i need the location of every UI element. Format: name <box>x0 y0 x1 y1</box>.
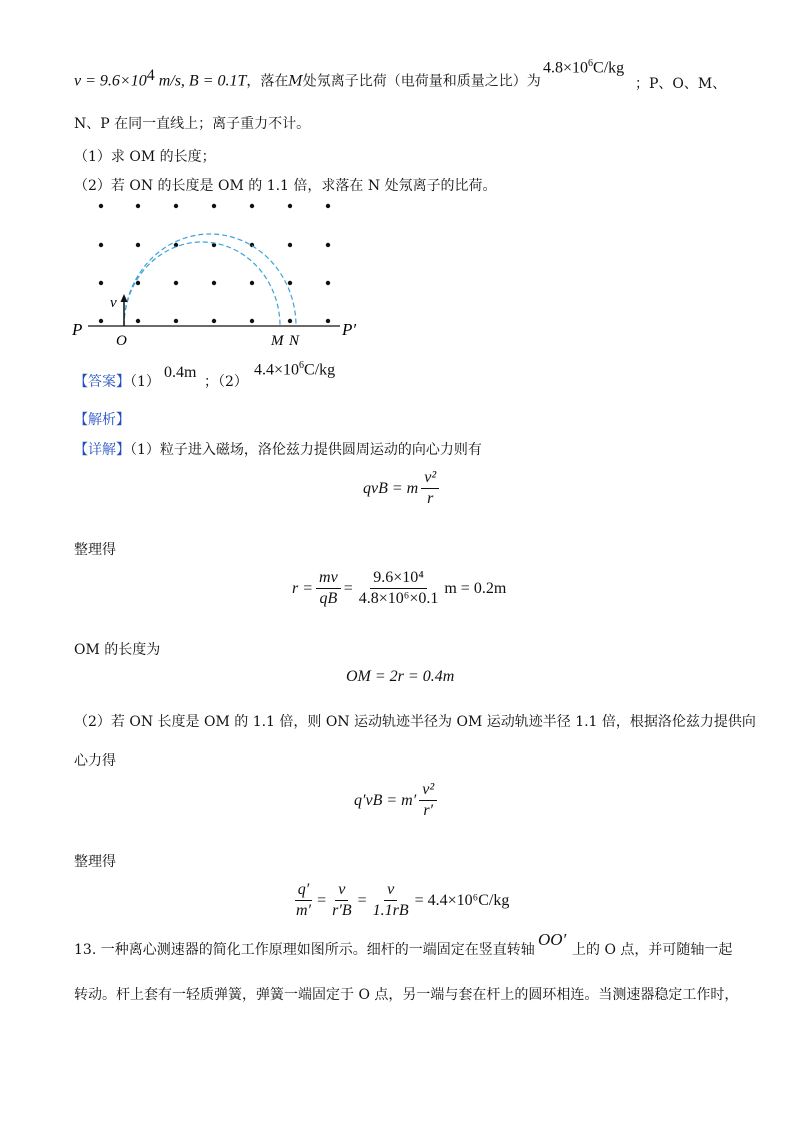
q13-line-2: 转动。杆上套有一轻质弹簧，弹簧一端固定于 O 点，另一端与套在杆上的圆环相连。当测速器稳定工作时， <box>74 987 739 1003</box>
arrange-2: 整理得 <box>74 854 116 870</box>
eq5-equals-2: = <box>357 891 367 909</box>
ratio-unit: C/kg <box>593 59 625 77</box>
eq2-f1-numerator: mv <box>316 568 341 589</box>
eq5-f3-denominator: 1.1rB <box>372 902 409 919</box>
om-length-text: OM 的长度为 <box>74 642 161 658</box>
answer-part-1: （1） <box>130 374 160 390</box>
text-fragment: 处氖离子比荷（电荷量和质量之比）为 <box>302 73 541 90</box>
q13-line-1a: 13. 一种离心测速器的简化工作原理如图所示。细杆的一端固定在竖直转轴 <box>74 942 535 958</box>
q13-line-1b: 上的 O 点，并可随轴一起 <box>572 942 733 958</box>
answer-line <box>74 372 160 392</box>
equation-4 <box>354 780 440 821</box>
label-P: P <box>72 320 83 339</box>
arrange-1: 整理得 <box>74 542 116 558</box>
detail-text-1: （1）粒子进入磁场，洛伦兹力提供圆周运动的向心力则有 <box>130 442 482 458</box>
eq2-f2-numerator: 9.6×10⁴ <box>370 568 427 589</box>
eq4-numerator: v² <box>419 780 437 801</box>
eq1-lhs: qvB = m <box>363 479 419 497</box>
eq4-fraction <box>419 780 437 821</box>
eq2-fraction-1 <box>316 568 341 609</box>
problem-line-2: N、P 在同一直线上；离子重力不计。 <box>74 116 311 132</box>
eq2-rhs: m = 0.2m <box>444 579 507 597</box>
arrow-head-icon <box>121 294 128 302</box>
charge-ratio-value <box>543 58 624 77</box>
eq4-lhs: q′vB = m′ <box>354 791 417 809</box>
q13-axis-label: OO′ <box>538 930 567 949</box>
detail-text-2b: 心力得 <box>74 753 116 769</box>
eq5-f1-numerator: q′ <box>295 880 313 901</box>
magnetic-field-figure <box>68 196 368 348</box>
equation-5 <box>290 880 509 921</box>
label-N: N <box>289 333 300 348</box>
eq5-f1-denominator: m′ <box>296 902 312 919</box>
answer-2-mantissa: 4.4×10 <box>254 361 300 379</box>
eq5-fraction-3 <box>370 880 412 921</box>
ratio-mantissa: 4.8×10 <box>543 59 589 77</box>
velocity-value: v = 9.6×10 <box>74 72 147 90</box>
question-1: （1）求 OM 的长度； <box>74 149 216 165</box>
equation-1 <box>363 468 442 509</box>
equation-2 <box>292 568 506 609</box>
equation-3: OM = 2r = 0.4m <box>346 668 455 685</box>
answer-2-unit: C/kg <box>304 361 336 379</box>
eq2-fraction-2 <box>356 568 442 609</box>
label-O: O <box>116 333 127 348</box>
velocity-exponent: 4 <box>146 67 155 84</box>
eq5-rhs: = 4.4×10⁶C/kg <box>414 891 510 909</box>
answer-separator: ；（2） <box>204 374 248 390</box>
eq5-f2-numerator: v <box>335 880 348 901</box>
eq4-denominator: r′ <box>423 802 434 819</box>
eq5-equals: = <box>317 891 327 909</box>
problem-line-1 <box>74 66 541 92</box>
point-M-label: M <box>288 73 303 90</box>
label-v: v <box>110 295 117 311</box>
problem-line-1-tail: ；P、O、M、 <box>635 76 727 92</box>
field-value: m/s, B = 0.1T <box>154 72 247 90</box>
text-fragment: ，落在 <box>246 73 289 90</box>
eq1-denominator: r <box>427 490 434 507</box>
detail-line-1 <box>74 440 482 460</box>
analysis-tag: 【解析】 <box>74 412 130 428</box>
answer-tag: 【答案】 <box>74 374 130 390</box>
eq5-fraction-2 <box>329 880 355 921</box>
label-M: M <box>271 333 284 348</box>
answer-2-exponent: 6 <box>299 360 305 371</box>
detail-tag: 【详解】 <box>74 442 130 458</box>
eq2-equals: = <box>343 579 353 597</box>
detail-text-2a: （2）若 ON 长度是 OM 的 1.1 倍，则 ON 运动轨迹半径为 OM 运动轨迹半径 1.1 倍，根据洛伦兹力提供向 <box>74 714 756 730</box>
eq1-numerator: v² <box>421 468 439 489</box>
label-P-prime: P′ <box>342 320 357 339</box>
answer-2-value <box>254 360 335 379</box>
trajectory-M <box>124 242 280 326</box>
question-2: （2）若 ON 的长度是 OM 的 1.1 倍，求落在 N 处氖离子的比荷。 <box>74 178 497 194</box>
trajectory-N <box>124 234 296 326</box>
eq1-fraction <box>421 468 439 509</box>
eq5-f3-numerator: v <box>384 880 397 901</box>
eq2-f1-denominator: qB <box>319 590 338 607</box>
answer-1-value: 0.4m <box>164 364 197 381</box>
ratio-exponent: 6 <box>588 58 594 69</box>
eq2-lhs: r = <box>292 579 314 597</box>
eq5-f2-denominator: r′B <box>332 902 352 919</box>
field-dots <box>99 204 330 323</box>
eq2-f2-denominator: 4.8×10⁶×0.1 <box>358 590 439 607</box>
eq5-fraction-1 <box>293 880 314 921</box>
